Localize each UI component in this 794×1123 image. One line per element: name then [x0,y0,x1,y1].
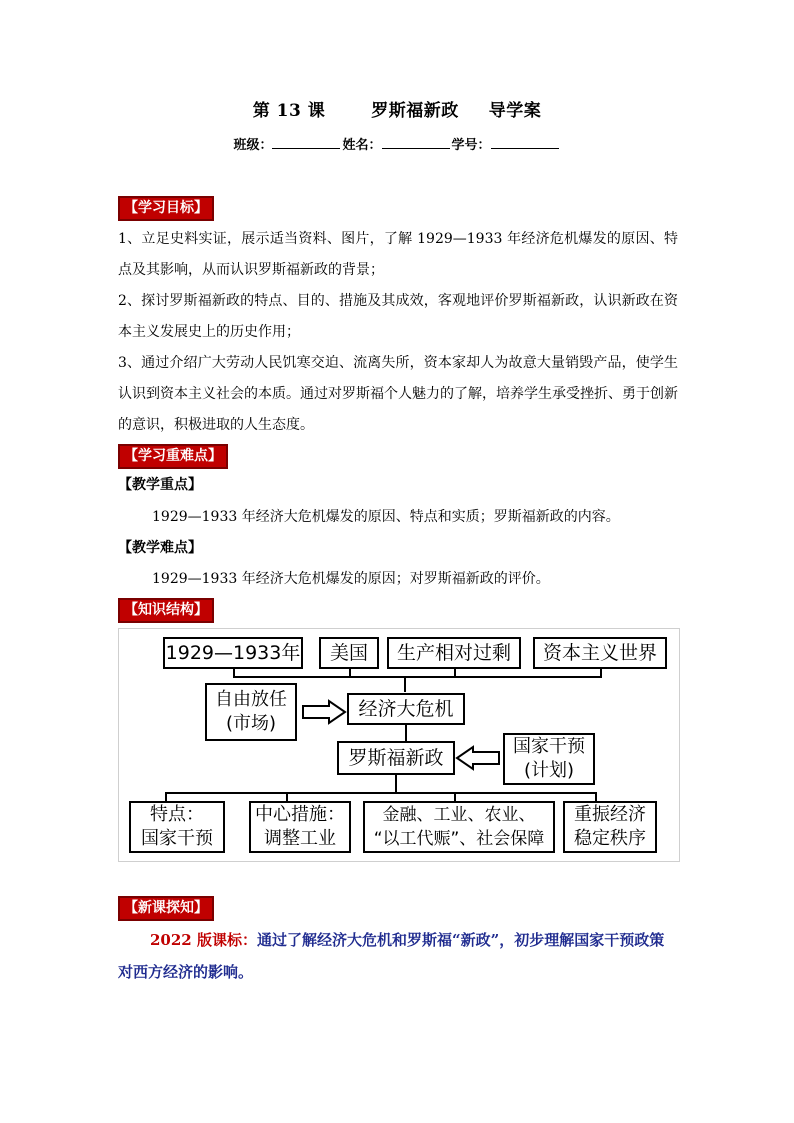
name-label: 姓名： [342,138,382,153]
student-info-line [0,134,794,153]
diagram-box-central-measure: 中心措施： 调整工业 [249,801,351,853]
connector-line [404,676,406,692]
class-label: 班级： [233,138,273,153]
diagram-box-new-deal: 罗斯福新政 [337,741,455,775]
goal-item: 3、通过介绍广大劳动人民饥寒交迫、流离失所，资本家却人为故意大量销毁产品，使学生认识到资本主义社会的本质。通过对罗斯福个人魅力的了解，培养学生承受挫折、勇于创新的意识，积极进取的人生态度。 [118,355,678,433]
new-lesson-section-tag: 【新课探知】 [118,896,214,921]
diagram-box-capitalist-world: 资本主义世界 [533,637,667,669]
structure-section-tag: 【知识结构】 [118,598,214,623]
diagram-box-characteristic: 特点： 国家干预 [129,801,225,853]
class-blank[interactable] [272,137,340,149]
page-title [0,96,794,121]
connector-line [165,792,595,794]
diagram-box-overproduction: 生产相对过剩 [387,637,521,669]
diagram-box-outcome: 重振经济 稳定秩序 [563,801,657,853]
curriculum-standard-label: 2022 版课标： [150,931,257,949]
curriculum-standard [118,924,678,988]
diagram-box-measures: 金融、工业、农业、 “以工代赈”、社会保障 [363,801,555,853]
id-blank[interactable] [491,137,559,149]
diagram-box-period: 1929—1933年 [163,637,303,669]
id-label: 学号： [451,138,491,153]
lesson-number: 第 13 课 [252,101,326,121]
curriculum-standard-text: 通过了解经济大危机和罗斯福“新政”，初步理解国家干预政策对西方经济的影响。 [118,931,665,981]
goals-section-tag: 【学习目标】 [118,196,214,221]
teaching-difficulty-text: 1929—1933 年经济大危机爆发的原因；对罗斯福新政的评价。 [152,571,550,587]
connector-line [395,775,397,793]
knowledge-structure-diagram [118,628,680,862]
lesson-kind: 导学案 [488,101,542,121]
connector-line [233,676,602,678]
teaching-focus-heading: 【教学重点】 [118,477,202,493]
name-blank[interactable] [382,137,450,149]
diagram-box-country: 美国 [319,637,379,669]
left-arrow-icon [455,745,501,771]
diagram-box-laissez-faire: 自由放任 (市场) [205,683,297,741]
goals-list [118,224,678,441]
teaching-focus-text: 1929—1933 年经济大危机爆发的原因、特点和实质；罗斯福新政的内容。 [152,509,620,525]
diagram-box-economic-crisis: 经济大危机 [347,693,465,725]
teaching-difficulty-heading: 【教学难点】 [118,540,202,556]
lesson-topic: 罗斯福新政 [371,101,459,121]
goal-item: 2、探讨罗斯福新政的特点、目的、措施及其成效，客观地评价罗斯福新政，认识新政在资本主义发展史上的历史作用； [118,293,678,340]
goal-item: 1、立足史料实证，展示适当资料、图片，了解 1929—1933 年经济危机爆发的原因、特点及其影响，从而认识罗斯福新政的背景； [118,231,678,278]
diagram-box-state-intervention: 国家干预 (计划) [503,733,595,785]
key-section-tag: 【学习重难点】 [118,444,228,469]
right-arrow-icon [301,699,347,725]
